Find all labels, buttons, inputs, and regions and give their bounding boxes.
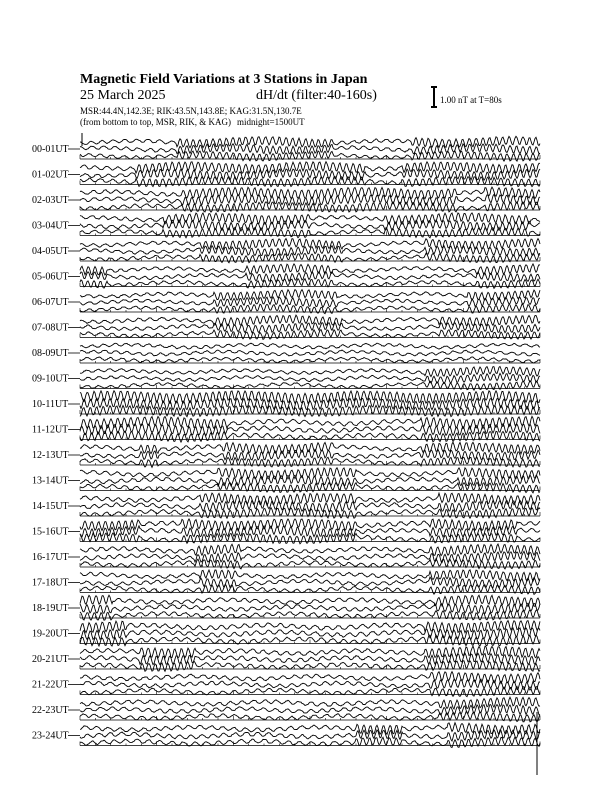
trace-rik	[80, 603, 540, 613]
row-label: 00-01UT	[32, 144, 69, 155]
trace-msr	[80, 661, 540, 672]
trace-rik	[80, 577, 540, 588]
row-label: 23-24UT	[32, 730, 69, 742]
row-label: 19-20UT	[32, 628, 69, 640]
trace-kag	[80, 315, 540, 326]
trace-msr	[80, 585, 540, 595]
quantity-label: dH/dt (filter:40-160s)	[256, 88, 377, 103]
row-label: 08-09UT	[32, 348, 69, 359]
trace-kag	[80, 697, 540, 709]
trace-kag	[80, 367, 540, 377]
chart-title: Magnetic Field Variations at 3 Stations in Japan	[80, 72, 368, 87]
trace-rik	[80, 220, 540, 231]
stations-label: MSR:44.4N,142.3E; RIK:43.5N,143.8E; KAG:31.5N,130.7E	[80, 106, 302, 116]
trace-msr	[80, 151, 540, 161]
trace-rik	[80, 373, 540, 383]
row-label: 22-23UT	[32, 705, 69, 716]
trace-msr	[80, 457, 540, 467]
trace-kag	[80, 595, 540, 606]
trace-rik	[80, 323, 540, 333]
trace-kag	[80, 264, 540, 275]
scale-label: 1.00 nT at T=80s	[440, 95, 502, 105]
row-label: 05-06UT	[32, 271, 69, 283]
row-label: 09-10UT	[32, 373, 69, 385]
row-label: 18-19UT	[32, 603, 69, 614]
midnight-note: midnight=1500UT	[237, 117, 305, 127]
row-label: 01-02UT	[32, 169, 69, 181]
row-label: 10-11UT	[32, 399, 69, 410]
row-label: 07-08UT	[32, 322, 69, 334]
trace-rik	[80, 704, 540, 715]
trace-kag	[80, 723, 540, 735]
row-label: 02-03UT	[32, 195, 69, 206]
order-note: (from bottom to top, MSR, RIK, & KAG)	[80, 117, 232, 127]
trace-kag	[80, 570, 540, 581]
trace-rik	[80, 272, 540, 282]
trace-kag	[80, 493, 540, 505]
row-label: 17-18UT	[32, 577, 69, 589]
row-label: 13-14UT	[32, 475, 69, 487]
trace-kag	[80, 290, 540, 301]
trace-kag	[80, 672, 540, 684]
row-label: 12-13UT	[32, 450, 69, 461]
date: 25 March 2025	[80, 88, 166, 103]
trace-kag	[80, 646, 540, 658]
row-label: 20-21UT	[32, 654, 69, 665]
row-label: 14-15UT	[32, 501, 69, 512]
trace-kag	[80, 416, 540, 428]
row-label: 21-22UT	[32, 679, 69, 691]
row-label: 04-05UT	[32, 246, 69, 257]
row-label: 11-12UT	[32, 424, 69, 436]
trace-rik	[80, 679, 540, 690]
row-label: 06-07UT	[32, 297, 69, 308]
row-label: 15-16UT	[32, 526, 69, 538]
row-label: 16-17UT	[32, 552, 69, 563]
trace-kag	[80, 468, 540, 480]
trace-rik	[80, 194, 540, 205]
trace-kag	[80, 343, 540, 349]
trace-msr	[80, 405, 540, 416]
trace-rik	[80, 350, 540, 356]
trace-kag	[80, 621, 540, 633]
trace-msr	[80, 227, 540, 238]
trace-kag	[80, 187, 540, 199]
trace-rik	[80, 500, 540, 512]
row-label: 03-04UT	[32, 220, 69, 232]
